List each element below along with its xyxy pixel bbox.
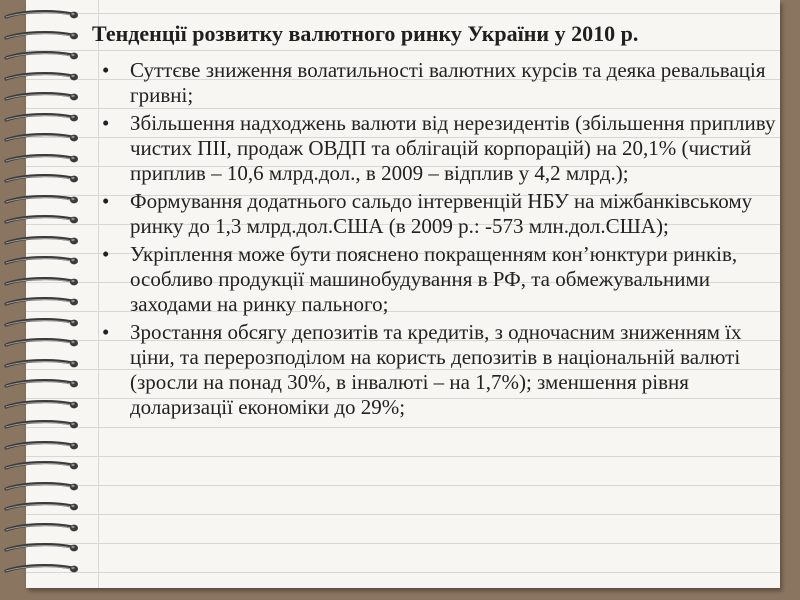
binding-ring	[2, 418, 82, 432]
binding-ring	[2, 29, 82, 43]
binding-ring	[2, 459, 82, 473]
binding-ring	[2, 562, 82, 576]
binding-ring	[2, 152, 82, 166]
list-item	[100, 242, 780, 317]
binding-ring	[2, 49, 82, 63]
binding-ring	[2, 398, 82, 412]
list-item	[100, 58, 780, 108]
binding-ring	[2, 521, 82, 535]
list-item-text: Збільшення надходжень валюти від нерезидентів (збільшення припливу чистих ПІІ, продаж ОВДП та облігацій корпорацій) на 20,1% (чистий приплив – 10,6 млрд.дол., в 2009 – відплив у 4,2 млрд.);	[130, 111, 776, 185]
list-item	[100, 111, 780, 186]
margin-line	[98, 0, 99, 588]
binding-ring	[2, 439, 82, 453]
binding-ring	[2, 193, 82, 207]
binding-ring	[2, 234, 82, 248]
binding-ring	[2, 336, 82, 350]
binding-ring	[2, 480, 82, 494]
binding-ring	[2, 90, 82, 104]
binding-ring	[2, 111, 82, 125]
bullet-dot: •	[102, 58, 110, 82]
binding-ring	[2, 357, 82, 371]
binding-ring	[2, 131, 82, 145]
bullet-dot: •	[102, 111, 110, 135]
binding-ring	[2, 295, 82, 309]
binding-ring	[2, 8, 82, 22]
binding-ring	[2, 172, 82, 186]
bullet-list	[100, 58, 780, 423]
binding-ring	[2, 500, 82, 514]
list-item-text: Зростання обсягу депозитів та кредитів, з одночасним зниженням їх ціни, та перерозподілом на користь депозитів в національній валюті (зросли на понад 30%, в інвалюті – на 1,7%); зменшення рівня доларизації економіки до 29%;	[130, 320, 742, 419]
binding-ring	[2, 213, 82, 227]
list-item-text: Суттєве зниження волатильності валютних курсів та деяка ревальвація гривні;	[130, 58, 766, 107]
list-item	[100, 320, 780, 420]
binding-ring	[2, 70, 82, 84]
binding-ring	[2, 541, 82, 555]
bullet-dot: •	[102, 242, 110, 266]
list-item-text: Укріплення може бути пояснено покращенням кон’юнктури ринків, особливо продукції машинобудування в РФ, та обмежувальними заходами на ринку пального;	[130, 242, 738, 316]
binding-ring	[2, 254, 82, 268]
binding-ring	[2, 275, 82, 289]
bullet-dot: •	[102, 320, 110, 344]
list-item-text: Формування додатнього сальдо інтервенцій НБУ на міжбанківському ринку до 1,3 млрд.дол.США (в 2009 р.: -573 млн.дол.США);	[130, 189, 753, 238]
bullet-dot: •	[102, 189, 110, 213]
spiral-binding	[2, 8, 82, 588]
list-item	[100, 189, 780, 239]
slide-title: Тенденції розвитку валютного ринку України у 2010 р.	[92, 21, 639, 46]
binding-ring	[2, 377, 82, 391]
binding-ring	[2, 316, 82, 330]
